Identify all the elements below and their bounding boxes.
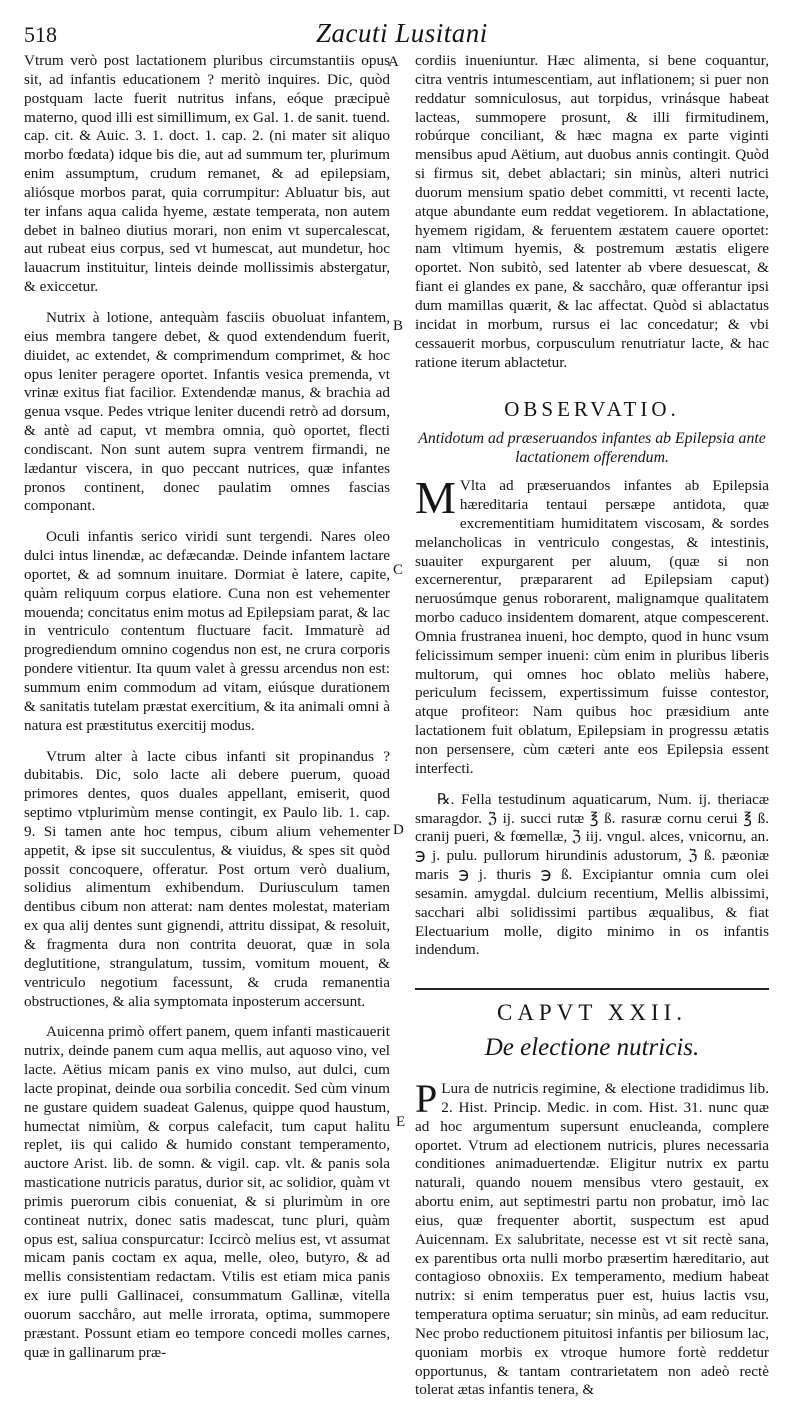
paragraph-other-food: Vtrum alter à lacte cibus infanti sit propinandus ? dubitabis. Dic, solo lacte ali debere puerum, quoad primores dentes, quos duales appellant, emiserit, quod septimo vtplurimùm mense contingit, ex Paulo lib. 1. cap. 9. Si tamen ante hoc tempus, cibum alium vehementer appetit, & ipse sit succulentus, & viuidus, & spes sit quòd possit concoquere, offeratur. Post ortum verò dualium, solidius alimentum exhibendum. Duriusculum tamen dentibus cibum non atterat: nam dentes molestat, materiam ex qua alij dentes sunt gignendi, attritu dissipat, & resoluit, & fragmenta dura non contrita deuorat, quæ in sola deglutitione, strangulatum, tussim, vomitum mouent, & ventriculo negotium facessunt, & cruda remanentia obstructiones, & alia symptomata inposterum accersunt. — [24, 747, 390, 1010]
left-column — [24, 52, 390, 1404]
margin-letter-d: D — [393, 822, 404, 838]
margin-letter-e: E — [396, 1114, 406, 1130]
paragraph-swaddling: Nutrix à lotione, antequàm fasciis obuoluat infantem, eius membra tangere debet, & quod extendendum fuerit, diuidet, ac extendet, & comprimendum comprimet, & hoc opus leniter peragere oportet. Infantis vesica premenda, vt vrinæ exitus fiat facilior. Extendendæ manus, & brachia ad genua vsque. Pedes vtrique leniter ducendi retrò ad dorsum, & antè ad caput, vt membra omnia, quò oportet, flecti condiscant. Non sunt autem supra ventrem firmandi, ne lædantur viscera, in quo peccant nutrices, quæ infantes pronos continent, donec paulatim omnes fascias componant. — [24, 308, 390, 515]
section-divider — [415, 988, 769, 990]
observatio-heading: OBSERVATIO. — [504, 397, 680, 422]
chapter-heading: CAPVT XXII. — [496, 1000, 688, 1026]
paragraph-weaning: cordiis inueniuntur. Hæc alimenta, si bene coquantur, citra ventris intumescentiam, aut inflationem; si puer non reddatur somniculosus, aut torpidus, vrinásque habeat lacteas, summopere prosunt, & illi firmitudinem, robúrque conciliant, & hæc magna ex parte viginti mensibus apud Aëtium, aut duobus annis contingit. Quòd si firmus sit, debet ablactari; sin minùs, alteri nutrici duorum mensium spatio debet committi, vt recenti lacte, atque abundante eum reddat vegetiorem. In ablactatione, hyemem rigidam, & feruentem æstatem cauere oportet: nam vltimum hyemis, & postremum æstatis eligere oportet. Non subitò, sed latenter ab vbere desuescat, & fiant ei glandes ex pane, & sacchåro, quæ offerantur ipsi dum mamillas quærit, & lac affectat. Quòd si ablactatus incidat in morbum, rursus ei lac concedatur; & vbi cessauerit morbus, corpusculum renutriatur lacte, & hac ratione iterum ablactetur. — [415, 52, 769, 371]
drop-cap-p: P — [415, 1075, 438, 1121]
paragraph-eyes-sleep: Oculi infantis serico viridi sunt tergendi. Nares oleo dulci intus linendæ, ac defæcandæ. Deinde infantem lactare oportet, & ad somnum inuitare. Dormiat è latere, capite, quàm reliquum corpus elatiore. Cuna non est vehementer mouenda; concitatus enim motus ad Epilepsiam parat, & lac in ventriculo contentum fluctuare facit. Immaturè ad progrediendum omnino cogendus non est, ne crura corporis pondere vitientur. Ita quum valet à gressu arcendus non est: summum enim commodum ad vitam, eiúsque durationem & sanitatis tutelam præstat exercitium, & ita animali omni à natura est præstitutus exercitij modus. — [24, 528, 390, 734]
paragraph-lactation-question: Vtrum verò post lactationem pluribus circumstantiis opus sit, ad infantis educationem ? meritò inquires. Dic, quòd postquam lacte fuerit nutritus infans, eóque præcipuè materno, quod illi est simillimum, ex Gal. 1. de sanit. tuend. cap. cit. & Auic. 3. 1. doct. 1. cap. 2. (ni mater sit aliquo morbo fœdata) idque bis die, aut ad summum ter, plurimum enim assumptum, crudum remanet, & ad epilepsiam, aliósque morbos parat, quia corrumpitur: Abluatur bis, aut ter infans aqua calida hyeme, æstate temperata, non autem debet in balneo diutius morari, non enim vt supercalescat, aut rubeat eius corpus, sed vt humescat, aut mundetur, hoc lauacrum instituitur, linteis deinde mollissimis abstergatur, & exiccetur. — [24, 52, 390, 296]
page-number: 518 — [24, 22, 57, 47]
antidote-text: Vlta ad præseruandos infantes ab Epilepsia hæreditaria tentaui persæpe antidota, quæ excrementitiam humiditatem viscosam, & sordes melancholicas in ventriculo congestas, & intestinis, suauiter expurgarent per aluum, (quæ si non excernerentur, præpararent ad Epilepsiam caput) neruosúmque genus roborarent, malignamque qualitatem morbo caduco insidentem domarent, atque compescerent. Omnia frustranea inueni, hoc dempto, quod in hunc vsum felicissimum semper inueni: cùm enim in pluribus liberis multorum, qui omnes hoc oblato meliùs habere, periculum fecissem, expertissimum fuisse contestor, atque profiteor: Nam quibus hoc præsidium ante lactationem fuit oblatum, Epilepsiam in progressu ætatis non persensere, cùm cæteri ante eos Epilepsia essent interfecti. — [415, 477, 769, 777]
chapter-title: De electione nutricis. — [484, 1034, 700, 1062]
nurse-selection-text: Lura de nutricis regimine, & electione tradidimus lib. 2. Hist. Princip. Medic. in com. Hist. 31. nunc quæ ad hoc argumentum supersunt enucleanda, complere oportet. Vtrum ad electionem nutricis, plures necessaria conditiones animaduertendæ. Eligitur nutrix ex partu naturali, quando nouem mensibus vtero gestauit, ex abortu enim, aut septimestri partu non probatur, imò lac eius, quæ frequenter abortit, suspectum est apud Auicennam. Ex salubritate, necesse est vt sit rectè sana, ex parentibus orta nulli morbo præsertim hæreditario, aut contagioso obnoxiis. Ex temperamento, medium habeat nutrix: si enim temperatus puer est, huius lactis vsu, temperatura optima seruatur; sin minùs, ad eam reducitur. Nec probo reductionem pituitosi infantis per biliosum lac, quoniam morbis ex vtroque humore fortè reddetur opportunus, & tantam contrarietatem non adeò rectè tolerat ætas infantis tenera, & — [415, 1079, 769, 1399]
paragraph-antidote — [415, 472, 769, 779]
right-column — [415, 52, 769, 1404]
paragraph-recipe: ℞. Fella testudinum aquaticarum, Num. ij. theriacæ smaragdor. ℨ ij. succi rutæ ℥ ß. rasuræ cornu cerui ℥ ß. cranij pueri, & fœmellæ, ℨ iij. vngul. alces, vnicornu, an. ℈ j. pulu. pullorum hirundinis adustorum, ℨ ß. pæoniæ maris ℈ j. thuris ℈ ß. Excipiantur omnia cum olei sesamin. amygdal. dulcium recentium, Mellis albissimi, sacchari albi solidissimi partibus æqualibus, & fiat Electuarium molle, digito minimo in os infantis indendum. — [415, 790, 769, 959]
drop-cap-m: M — [415, 472, 456, 524]
page-header — [0, 14, 800, 52]
margin-letter-c: C — [393, 562, 404, 578]
observatio-subtitle: Antidotum ad præseruandos infantes ab Epilepsia ante lactationem offerendum. — [418, 430, 766, 467]
margin-letter-a: A — [388, 54, 399, 70]
running-head: Zacuti Lusitani — [316, 18, 488, 48]
paragraph-nurse-selection — [415, 1075, 769, 1400]
paragraph-avicenna: Auicenna primò offert panem, quem infanti masticauerit nutrix, deinde panem cum aqua mellis, aut aquoso vino, vel lacte. Aëtius micam panis ex vino mulso, aut dulci, cum lacte propinat, deinde oua sorbilia concedit. Sed cùm vinum ne gustare quidem suadeat Galenus, quippe quod haustum, humectat nimiùm, & corpus calefacit, tum caput halitu replet, iis qui calido & humido constant temperamento, auctore Arist. lib. de somn. & vigil. cap. vlt. & panis sola masticatione nutricis paratus, durior sit, ac solidior, quàm vt primis puerorum cibis conueniat, & si plurimùm in ore contineat nutrix, donec satis madescat, tunc pluri, quàm opus est, saliua conspurcatur: Iccircò melius est, vt assumat micam panis coctam ex aqua, melle, oleo, butyro, & ad mellis consistentiam redactam. Vtilis est etiam mica panis ex iure pulli Gallinacei, consummatum Gallinæ, vitella ouorum sacchåro, aut melle irrorata, optima, summopere præstant. Possunt etiam eo tempore concedi molles carnes, quæ in gallinarum præ- — [24, 1023, 390, 1361]
margin-letter-b: B — [393, 318, 404, 334]
